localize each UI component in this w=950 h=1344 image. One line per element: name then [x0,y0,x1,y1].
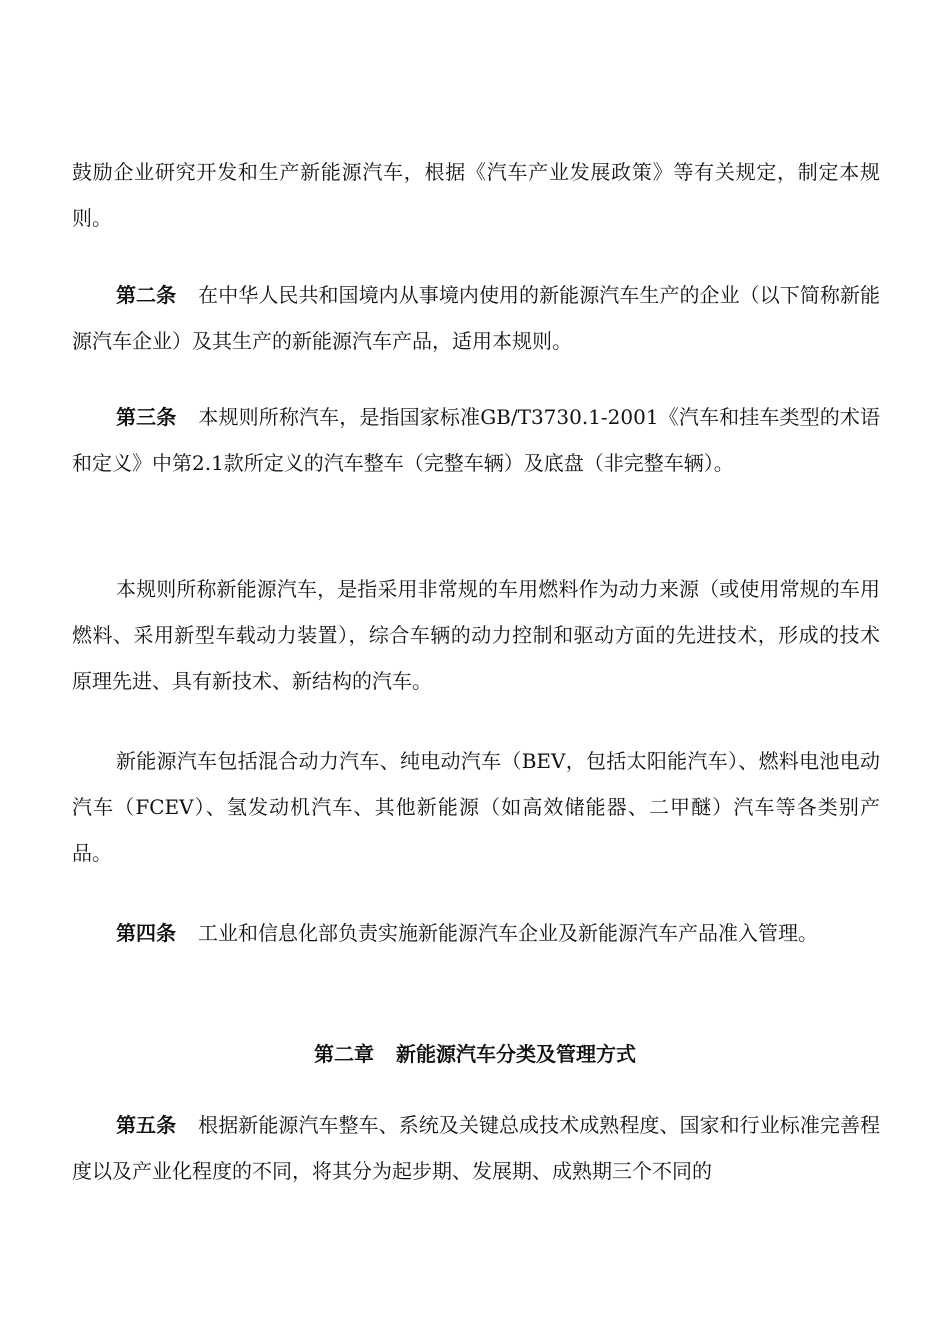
paragraph-text: 根据新能源汽车整车、系统及关键总成技术成熟程度、国家和行业标准完善程度以及产业化程度的不同，将其分为起步期、发展期、成熟期三个不同的 [72,1113,881,1183]
paragraph-intro [72,149,880,241]
chapter-number: 第二章 [314,1042,374,1066]
paragraph-article-4 [72,910,880,956]
article-label: 第三条 [116,405,177,429]
article-label: 第二条 [116,283,177,307]
paragraph-article-3 [72,394,880,486]
paragraph-definition [72,566,880,704]
paragraph-text: 工业和信息化部负责实施新能源汽车企业及新能源汽车产品准入管理。 [198,921,818,945]
paragraph-text: 新能源汽车包括混合动力汽车、纯电动汽车（BEV，包括太阳能汽车）、燃料电池电动汽车（FCEV）、氢发动机汽车、其他新能源（如高效储能器、二甲醚）汽车等各类别产品。 [72,749,880,865]
article-label: 第五条 [116,1113,177,1137]
chapter-heading [0,1031,950,1077]
paragraph-text: 本规则所称汽车，是指国家标准GB/T3730.1-2001《汽车和挂车类型的术语和定义》中第2.1款所定义的汽车整车（完整车辆）及底盘（非完整车辆）。 [72,405,881,475]
chapter-title: 新能源汽车分类及管理方式 [396,1042,636,1066]
paragraph-article-5 [72,1102,880,1194]
paragraph-article-2 [72,272,880,364]
article-label: 第四条 [116,921,176,945]
paragraph-categories [72,738,880,876]
paragraph-text: 在中华人民共和国境内从事境内使用的新能源汽车生产的企业（以下简称新能源汽车企业）及其生产的新能源汽车产品，适用本规则。 [72,283,881,353]
paragraph-text: 鼓励企业研究开发和生产新能源汽车，根据《汽车产业发展政策》等有关规定，制定本规则。 [72,160,880,230]
paragraph-text: 本规则所称新能源汽车，是指采用非常规的车用燃料作为动力来源（或使用常规的车用燃料、采用新型车载动力装置），综合车辆的动力控制和驱动方面的先进技术，形成的技术原理先进、具有新技术、新结构的汽车。 [72,577,880,693]
